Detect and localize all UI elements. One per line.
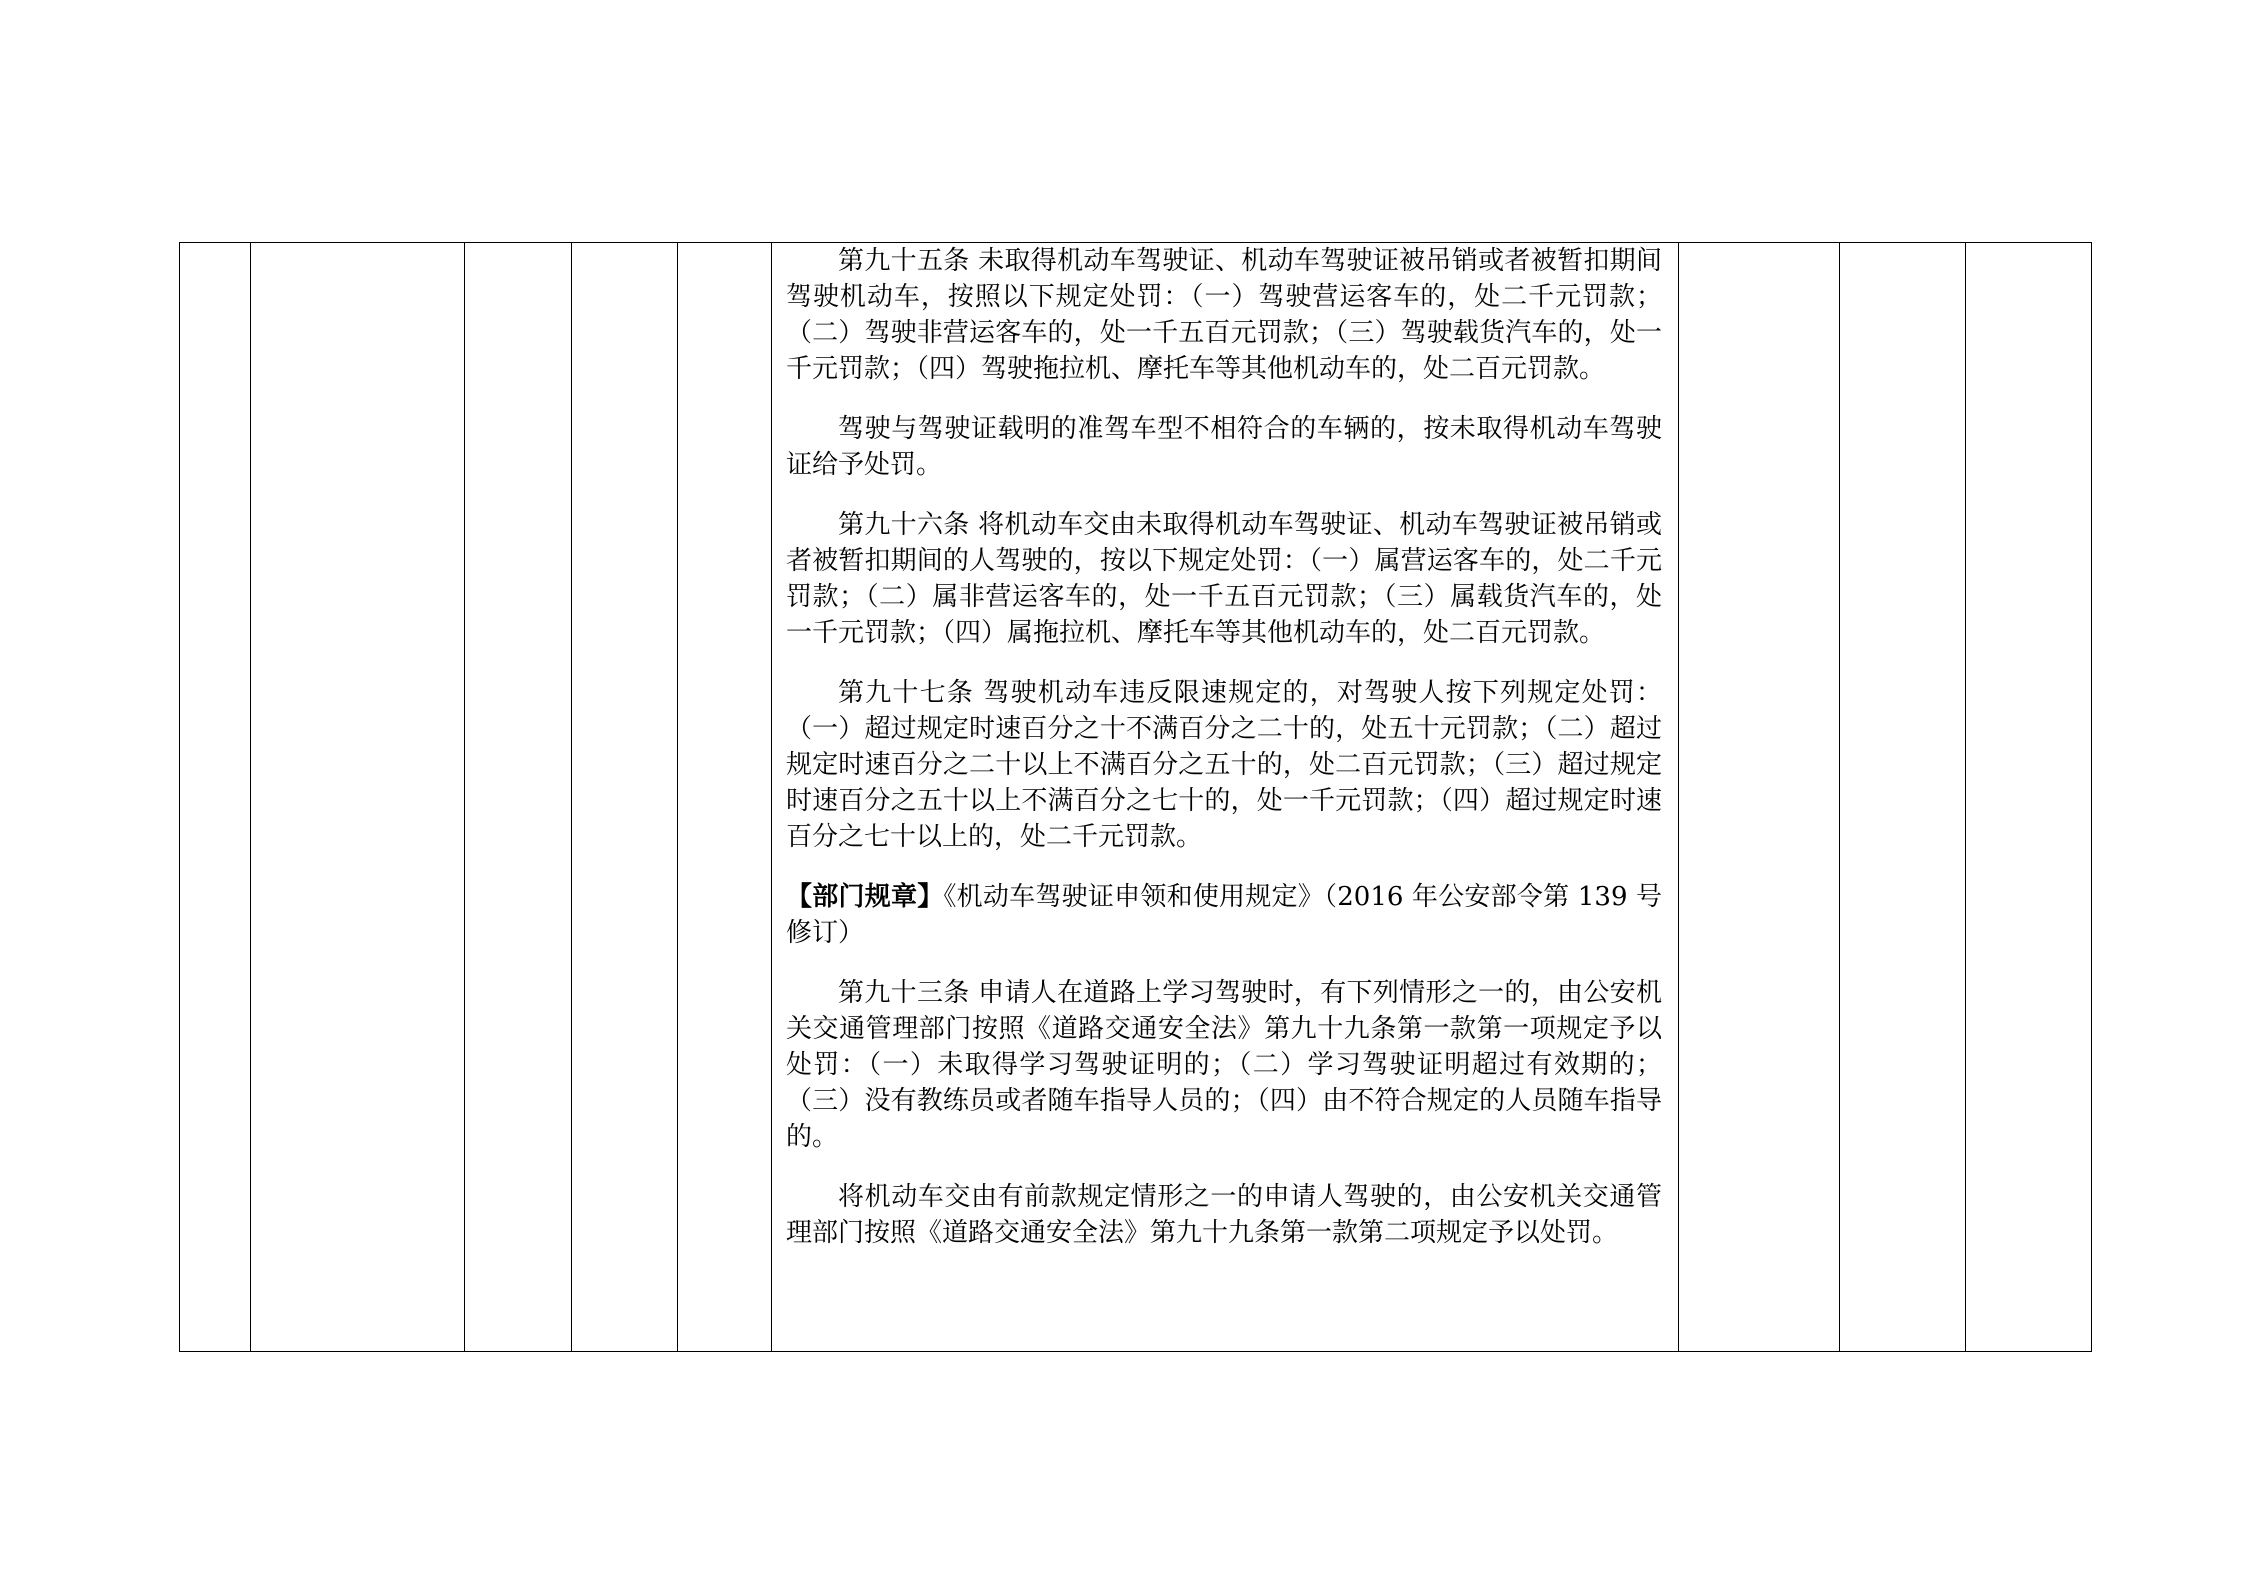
regulation-title: 《机动车驾驶证申领和使用规定》（2016 年公安部令第 139 号修订） <box>786 882 1662 948</box>
table-cell-empty <box>465 243 572 1352</box>
table-cell-empty <box>1679 243 1840 1352</box>
table-cell-empty <box>1840 243 1966 1352</box>
table-cell-empty <box>1966 243 2092 1352</box>
table-cell-empty <box>572 243 678 1352</box>
table-cell-empty <box>180 243 251 1352</box>
table-cell-empty <box>678 243 772 1352</box>
article-97-paragraph: 第九十七条 驾驶机动车违反限速规定的，对驾驶人按下列规定处罚：（一）超过规定时速百分之十不满百分之二十的，处五十元罚款；（二）超过规定时速百分之二十以上不满百分之五十的，处二百元罚款；（三）超过规定时速百分之五十以上不满百分之七十的，处一千元罚款；（四）超过规定时速百分之七十以上的，处二千元罚款。 <box>786 678 1662 852</box>
legal-basis-text <box>772 243 1678 1351</box>
article-96-paragraph: 第九十六条 将机动车交由未取得机动车驾驶证、机动车驾驶证被吊销或者被暂扣期间的人驾驶的，按以下规定处罚：（一）属营运客车的，处二千元罚款；（二）属非营运客车的，处一千五百元罚款；（三）属载货汽车的，处一千元罚款；（四）属拖拉机、摩托车等其他机动车的，处二百元罚款。 <box>786 510 1662 648</box>
article-95-second-paragraph: 驾驶与驾驶证载明的准驾车型不相符合的车辆的，按未取得机动车驾驶证给予处罚。 <box>786 414 1662 480</box>
regulation-category-label: 【部门规章】 <box>786 882 944 912</box>
table-cell-empty <box>251 243 465 1352</box>
article-95-paragraph: 第九十五条 未取得机动车驾驶证、机动车驾驶证被吊销或者被暂扣期间驾驶机动车，按照以下规定处罚：（一）驾驶营运客车的，处二千元罚款；（二）驾驶非营运客车的，处一千五百元罚款；（三）驾驶载货汽车的，处一千元罚款；（四）驾驶拖拉机、摩托车等其他机动车的，处二百元罚款。 <box>786 246 1662 384</box>
article-93-second-paragraph: 将机动车交由有前款规定情形之一的申请人驾驶的，由公安机关交通管理部门按照《道路交通安全法》第九十九条第一款第二项规定予以处罚。 <box>786 1182 1662 1248</box>
article-93-paragraph: 第九十三条 申请人在道路上学习驾驶时，有下列情形之一的，由公安机关交通管理部门按照《道路交通安全法》第九十九条第一款第一项规定予以处罚：（一）未取得学习驾驶证明的；（二）学习驾驶证明超过有效期的；（三）没有教练员或者随车指导人员的；（四）由不符合规定的人员随车指导的。 <box>786 978 1662 1152</box>
regulation-heading <box>786 879 1662 951</box>
regulation-table <box>179 242 2092 1352</box>
table-row <box>180 243 2092 1352</box>
legal-basis-cell <box>772 243 1679 1352</box>
